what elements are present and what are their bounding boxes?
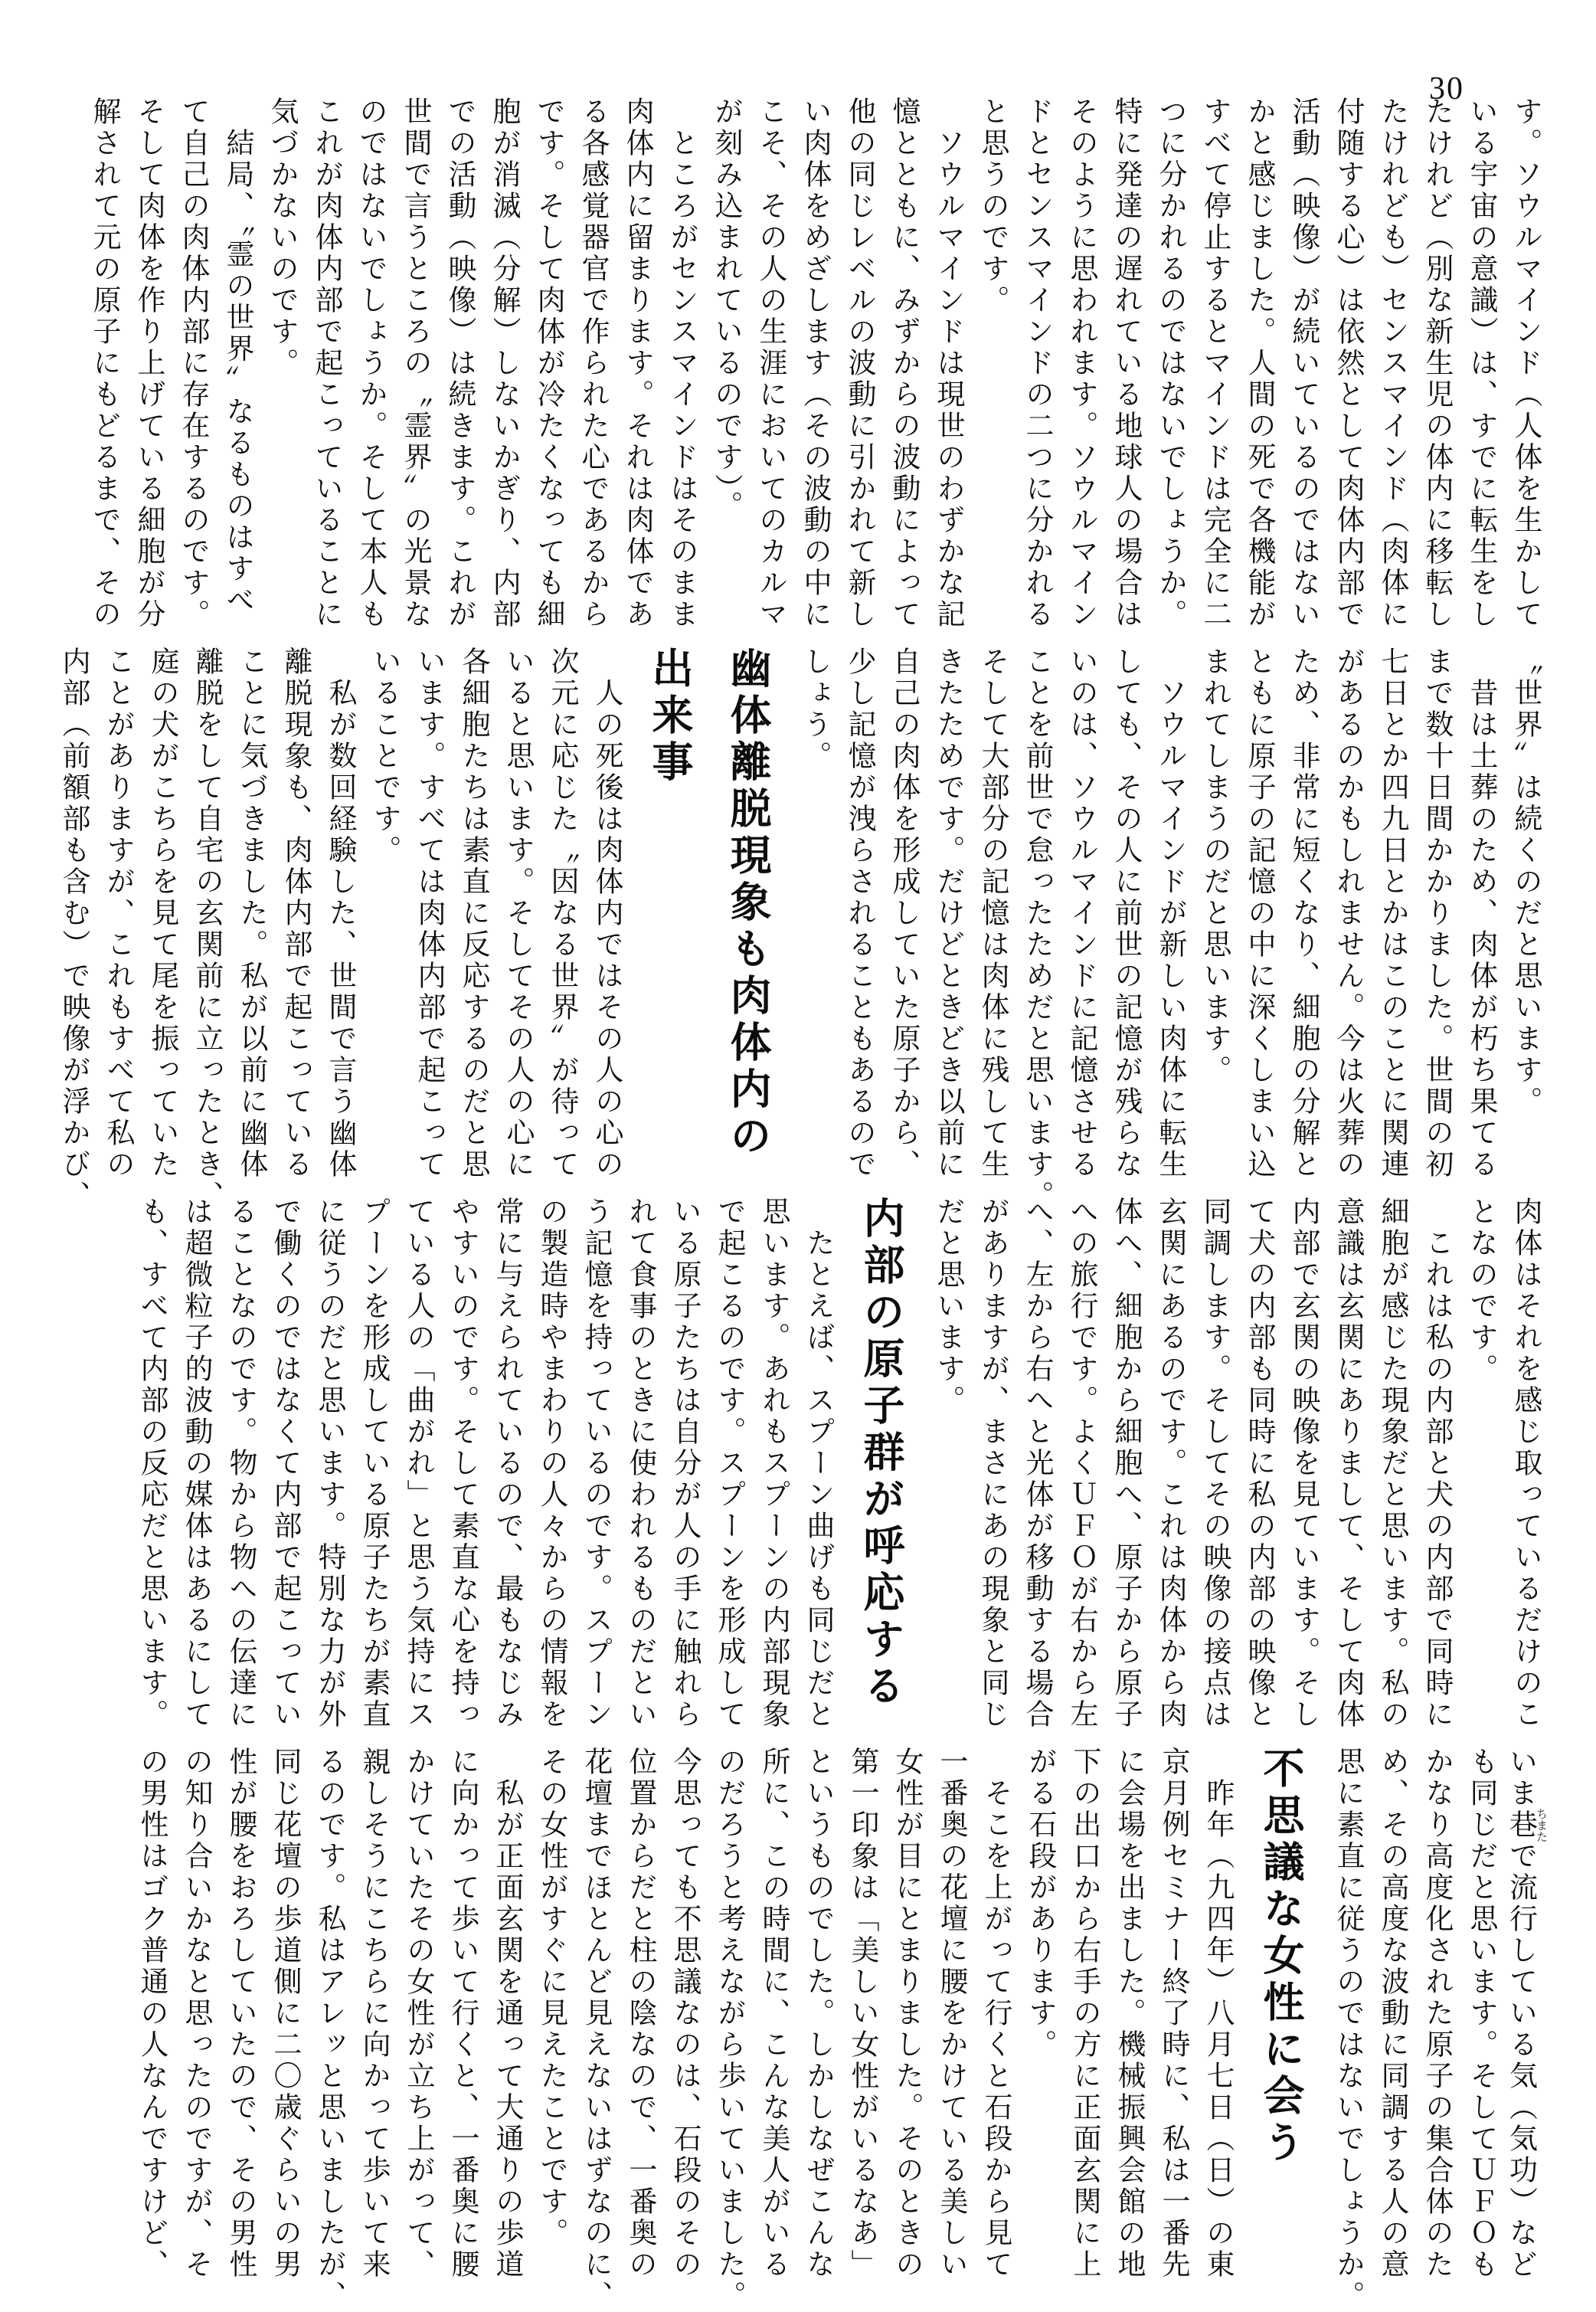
text-column: ところがセンスマインドはそのまま: [666, 97, 697, 630]
text-column: いることです。: [368, 647, 400, 866]
text-column: も同じだと思います。そしてＵＦＯも: [1465, 1747, 1496, 2281]
text-column: だと思います。: [932, 1197, 963, 1416]
section-heading: 幽体離脱現象も肉体内の: [724, 647, 770, 1161]
text-column: 昔は土葬のため、肉体が朽ち果てる: [1465, 647, 1496, 1181]
text-column: 常に与えられているので、最もなじみ: [491, 1197, 522, 1731]
text-column: のだろうと考えながら歩いていました。: [713, 1747, 744, 2312]
page-number: 30: [1429, 71, 1464, 106]
text-column: 解されて元の原子にもどるまで、その: [88, 97, 119, 630]
text-column: 世間で言うところの〝霊界〟の光景な: [399, 97, 430, 630]
text-column: まれてしまうのだと思います。: [1199, 647, 1230, 1086]
text-column: プーンを形成している原子たちが素直: [358, 1197, 389, 1731]
text-column: への旅行です。よくＵＦＯが右から左: [1065, 1197, 1097, 1731]
text-column: 気づかないのです。: [266, 97, 297, 379]
text-column: 離脱をして自宅の玄関前に立ったとき、: [191, 647, 222, 1212]
text-column: す。ソウルマインド（人体を生かして: [1509, 97, 1541, 630]
text-column: い肉体をめざします（その波動の中に: [799, 97, 830, 630]
text-column: ため、非常に短くなり、細胞の分解と: [1287, 647, 1319, 1181]
text-column: かなり高度化された原子の集合体のた: [1421, 1747, 1452, 2281]
text-column: 肉体はそれを感じ取っているだけのこ: [1509, 1197, 1541, 1731]
text-column: やすいのです。そして素直な心を持っ: [446, 1197, 478, 1731]
text-column: で起こるのです。スプーンを形成して: [713, 1197, 744, 1731]
text-column: つに分かれるのではないでしょうか。: [1154, 97, 1186, 630]
text-column: ともに原子の記憶の中に深くしまい込: [1243, 647, 1274, 1181]
text-column: 同じ花壇の歩道側に二〇歳ぐらいの男: [269, 1747, 300, 2281]
page-content: [57, 97, 1547, 2312]
text-column: 庭の犬がこちらを見て尾を振っていた: [146, 647, 178, 1181]
text-column: 離脱現象も、肉体内部で起こっている: [280, 647, 311, 1181]
text-column: 昨年（九四年）八月七日（日）の東: [1202, 1747, 1233, 2281]
text-column: ことに気づきました。私が以前に幽体: [235, 647, 267, 1181]
text-column: 私が正面玄関を通って大通りの歩道: [491, 1747, 522, 2281]
text-column: 意識は玄関にありまして、そして肉体: [1332, 1197, 1363, 1731]
text-column: ことを前世で怠ったためだと思います。: [1021, 647, 1052, 1212]
text-column: 内部で玄関の映像を見ています。そし: [1287, 1197, 1319, 1731]
text-column: たとえば、スプーン曲げも同じだと: [802, 1197, 833, 1731]
text-column: 肉体内に留まります。それは肉体であ: [621, 97, 652, 630]
text-column: たけれども）センスマインド（肉体に: [1376, 97, 1408, 630]
text-column: いると思います。そしてその人の心に: [502, 647, 533, 1181]
text-column: そして大部分の記憶は肉体に残して生: [976, 647, 1008, 1181]
text-column: へ、左から右へと光体が移動する場合: [1021, 1197, 1052, 1731]
text-column: 思います。あれもスプーンの内部現象: [757, 1197, 789, 1731]
text-column: 性が腰をおろしていたので、その男性: [224, 1747, 256, 2281]
text-column: 玄関にあるのです。これは肉体から肉: [1154, 1197, 1186, 1731]
text-column: 思に素直に従うのではないでしょうか。: [1332, 1747, 1363, 2312]
text-column: まで数十日間かかりました。世間の初: [1421, 647, 1452, 1181]
text-column: かけていたその女性が立ち上がって、: [402, 1747, 433, 2281]
text-column: 女性が目にとまりました。そのときの: [891, 1747, 922, 2281]
text-column: 次元に応じた〝因なる世界〟が待って: [546, 647, 577, 1181]
text-column: しても、その人に前世の記憶が残らな: [1110, 647, 1141, 1181]
text-column: こそ、その人の生涯においてのカルマ: [754, 97, 786, 630]
text-column: これが肉体内部で起こっていることに: [310, 97, 342, 630]
text-column: 細胞が感じた現象だと思います。私の: [1376, 1197, 1408, 1731]
text-column: かと感じました。人間の死で各機能が: [1243, 97, 1274, 630]
text-band-4: [129, 1747, 1547, 2312]
text-column: 第一印象は「美しい女性がいるなあ」: [846, 1747, 878, 2281]
text-column: 花壇までほとんど見えないはずなのに、: [580, 1747, 611, 2312]
text-column: これは私の内部と犬の内部で同時に: [1421, 1197, 1452, 1731]
text-column: 特に発達の遅れている地球人の場合は: [1110, 97, 1141, 630]
text-column: そして肉体を作り上げている細胞が分: [132, 97, 164, 630]
text-column: ソウルマインドが新しい肉体に転生: [1154, 647, 1186, 1181]
text-column: の製造時やまわりの人々からの情報を: [535, 1197, 567, 1731]
text-column: ドとセンスマインドの二つに分かれる: [1021, 97, 1052, 630]
text-column: 体へ、細胞から細胞へ、原子から原子: [1110, 1197, 1141, 1731]
text-column: 所に、この時間に、こんな美人がいる: [757, 1747, 789, 2281]
text-column: いる原子たちは自分が人の手に触れら: [669, 1197, 700, 1731]
text-column: 付随する心）は依然として肉体内部で: [1332, 97, 1363, 630]
text-column: う記憶を持っているのです。スプーン: [580, 1197, 611, 1731]
text-column: 一番奥の花壇に腰をかけている美しい: [935, 1747, 966, 2281]
text-column: 親しそうにこちらに向かって歩いて来: [358, 1747, 389, 2281]
text-column: 自己の肉体を形成していた原子から、: [888, 647, 919, 1181]
text-column: ている人の「曲がれ」と思う気持にス: [402, 1197, 433, 1731]
text-column: に向かって歩いて行くと、一番奥に腰: [446, 1747, 478, 2281]
text-band-1: [81, 97, 1547, 633]
text-column: 今思っても不思議なのは、石段のその: [669, 1747, 700, 2281]
text-column: たけれど（別な新生児の体内に移転し: [1421, 97, 1452, 630]
text-column: での活動（映像）は続きます。これが: [443, 97, 475, 630]
text-column: いる宇宙の意識）は、すでに転生をし: [1465, 97, 1496, 630]
text-column: 私が数回経験した、世間で言う幽体: [324, 647, 355, 1181]
section-heading: 出来事: [646, 647, 692, 787]
text-column: 胞が消滅（分解）しないかぎり、内部: [488, 97, 519, 630]
text-column: は超微粒子的波動の媒体はあるにして: [180, 1197, 211, 1731]
text-column: 七日とか四九日とかはこのことに関連: [1376, 647, 1408, 1181]
text-column: 〝世界〟は続くのだと思います。: [1509, 647, 1541, 1118]
text-column: があるのかもしれません。今は火葬の: [1332, 647, 1363, 1181]
text-column: が刻み込まれているのです）。: [710, 97, 741, 522]
text-column: るのです。私はアレッと思いましたが、: [313, 1747, 345, 2312]
text-column: しょう。: [799, 647, 830, 772]
text-column: きたためです。だけどときどき以前に: [932, 647, 963, 1181]
text-column: ことがありますが、これもすべて私の: [102, 647, 133, 1181]
text-column: 各細胞たちは素直に反応するのだと思: [457, 647, 489, 1181]
text-column: の知り合いかなと思ったのですが、そ: [180, 1747, 211, 2281]
text-column: です。そして肉体が冷たくなっても細: [532, 97, 564, 630]
text-column: いま巷ちまたで流行している気（気功）など: [1504, 1747, 1547, 2281]
text-column: 他の同じレベルの波動に引かれて新し: [843, 97, 875, 630]
text-column: め、その高度な波動に同調する人の意: [1376, 1747, 1408, 2281]
text-column: れて食事のときに使われるものだとい: [624, 1197, 656, 1731]
text-column: て犬の内部も同時に私の内部の映像と: [1243, 1197, 1274, 1731]
text-column: 内部（前額部も含む）で映像が浮かび、: [57, 647, 89, 1212]
section-heading: 内部の原子群が呼応する: [858, 1197, 904, 1711]
text-column: います。すべては肉体内部で起こって: [413, 647, 444, 1181]
text-column: その女性がすぐに見えたことです。: [535, 1747, 567, 2249]
text-column: そのように思われます。ソウルマイン: [1065, 97, 1097, 630]
text-column: 同調します。そしてその映像の接点は: [1199, 1197, 1230, 1731]
text-band-2: [51, 647, 1547, 1212]
text-column: の男性はゴク普通の人なんですけど、: [136, 1747, 167, 2281]
text-column: る各感覚器官で作られた心であるから: [577, 97, 608, 630]
text-column: すべて停止するとマインドは完全に二: [1199, 97, 1230, 630]
section-heading: 不思議な女性に会う: [1258, 1747, 1303, 2167]
text-column: に従うのだと思います。特別な力が外: [313, 1197, 345, 1731]
text-column: となのです。: [1465, 1197, 1496, 1385]
text-column: がる石段があります。: [1024, 1747, 1055, 2061]
text-column: 京月例セミナー終了時に、私は一番先: [1157, 1747, 1189, 2281]
text-column: 活動（映像）が続いているのではない: [1287, 97, 1319, 630]
text-column: に会場を出ました。機械振興会館の地: [1113, 1747, 1144, 2281]
text-column: そこを上がって行くと石段から見て: [980, 1747, 1011, 2281]
text-column: 少し記憶が洩らされることもあるので: [843, 647, 875, 1181]
text-column: ソウルマインドは現世のわずかな記: [932, 97, 963, 630]
text-column: 下の出口から右手の方に正面玄関に上: [1068, 1747, 1100, 2281]
text-column: と思うのです。: [976, 97, 1008, 316]
text-column: のではないでしょうか。そして本人も: [355, 97, 386, 630]
text-column: で働くのではなくて内部で起こってい: [269, 1197, 300, 1731]
furigana-ruby: 巷ちまた: [1504, 1808, 1547, 1842]
text-column: 位置からだと柱の陰なので、一番奥の: [624, 1747, 656, 2281]
text-column: て自己の肉体内部に存在するのです。: [177, 97, 208, 630]
text-column: 人の死後は肉体内ではその人の心の: [590, 647, 622, 1181]
text-band-3: [129, 1197, 1547, 1733]
text-column: も、すべて内部の反応だと思います。: [136, 1197, 167, 1731]
text-column: ることなのです。物から物への伝達に: [224, 1197, 256, 1731]
text-column: がありますが、まさにあの現象と同じ: [976, 1197, 1008, 1731]
text-column: いのは、ソウルマインドに記憶させる: [1065, 647, 1097, 1181]
text-column: というものでした。しかしなぜこんな: [802, 1747, 833, 2281]
text-column: 結局、〝霊の世界〟なるものはすべ: [221, 97, 253, 617]
text-column: 憶とともに、みずからの波動によって: [888, 97, 919, 630]
